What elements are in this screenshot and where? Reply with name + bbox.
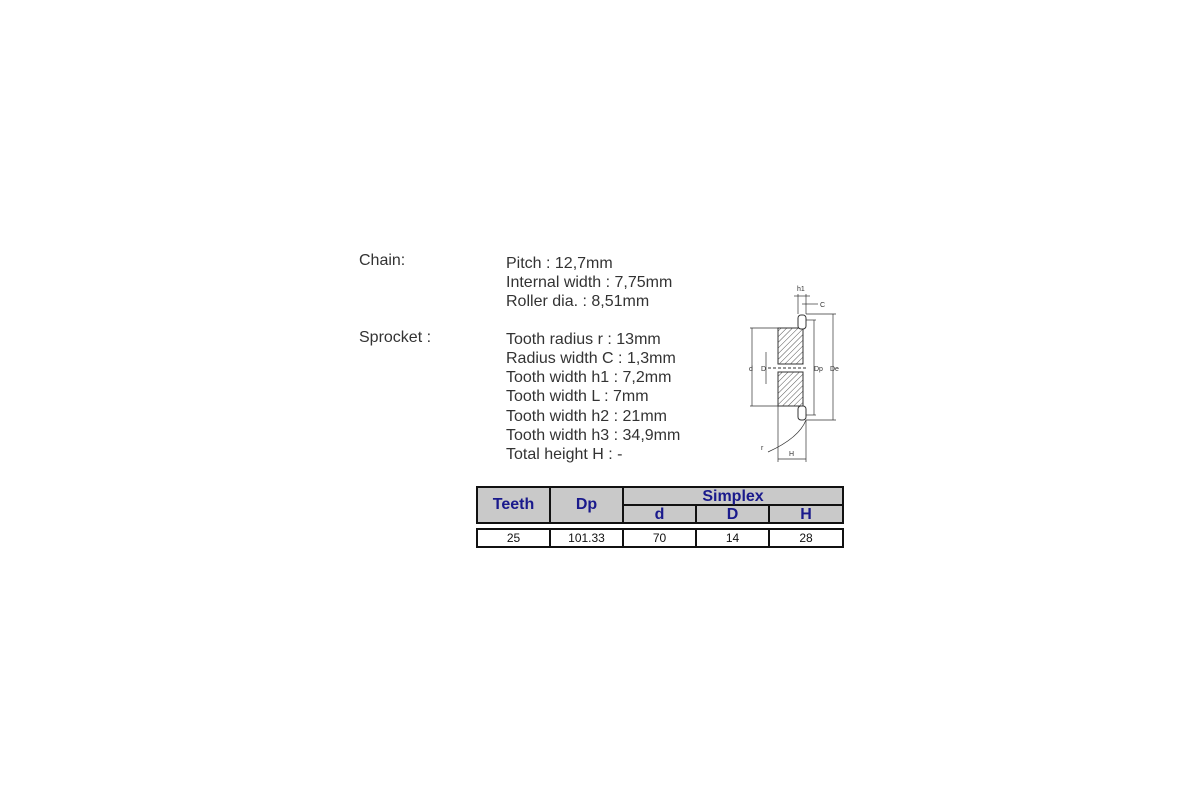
chain-roller-dia: Roller dia. : 8,51mm: [506, 293, 650, 310]
header-bore-d: D: [696, 505, 769, 523]
hub-upper-section: [778, 328, 803, 364]
r-label: r: [761, 445, 764, 452]
sprocket-radius-width: Radius width C : 1,3mm: [506, 350, 676, 367]
header-dp: Dp: [550, 487, 623, 523]
h-label: H: [789, 451, 795, 458]
tooth-upper: [798, 315, 806, 329]
dimensions-table: [476, 486, 844, 548]
dp-label: Dp: [814, 366, 823, 373]
sprocket-total-height: Total height H : -: [506, 446, 623, 463]
cell-dp: 101.33: [550, 529, 623, 547]
header-teeth: Teeth: [477, 487, 550, 523]
sprocket-label: Sprocket :: [359, 329, 432, 346]
tooth-lower: [798, 406, 806, 420]
tooth-radius-arc: [768, 420, 806, 452]
hub-lower-section: [778, 372, 803, 406]
sprocket-tooth-radius: Tooth radius r : 13mm: [506, 331, 661, 348]
d-label: d: [749, 366, 753, 373]
header-h: H: [769, 505, 843, 523]
table-row: [477, 529, 843, 547]
sprocket-tooth-width-h2: Tooth width h2 : 21mm: [506, 408, 667, 425]
sprocket-tooth-width-l: Tooth width L : 7mm: [506, 388, 649, 405]
chain-internal-width: Internal width : 7,75mm: [506, 274, 673, 291]
h1-label: h1: [797, 286, 805, 293]
cell-bore-d: 14: [696, 529, 769, 547]
header-d: d: [623, 505, 696, 523]
bore-d-label: D: [761, 366, 767, 373]
sprocket-cross-section-diagram: [744, 280, 854, 465]
chain-pitch: Pitch : 12,7mm: [506, 255, 613, 272]
de-label: De: [830, 366, 839, 373]
cell-teeth: 25: [477, 529, 550, 547]
c-label: C: [820, 302, 826, 309]
header-simplex: Simplex: [623, 487, 843, 505]
cell-d: 70: [623, 529, 696, 547]
sprocket-tooth-width-h1: Tooth width h1 : 7,2mm: [506, 369, 672, 386]
cell-h: 28: [769, 529, 843, 547]
chain-label: Chain:: [359, 252, 406, 269]
sprocket-tooth-width-h3: Tooth width h3 : 34,9mm: [506, 427, 681, 444]
